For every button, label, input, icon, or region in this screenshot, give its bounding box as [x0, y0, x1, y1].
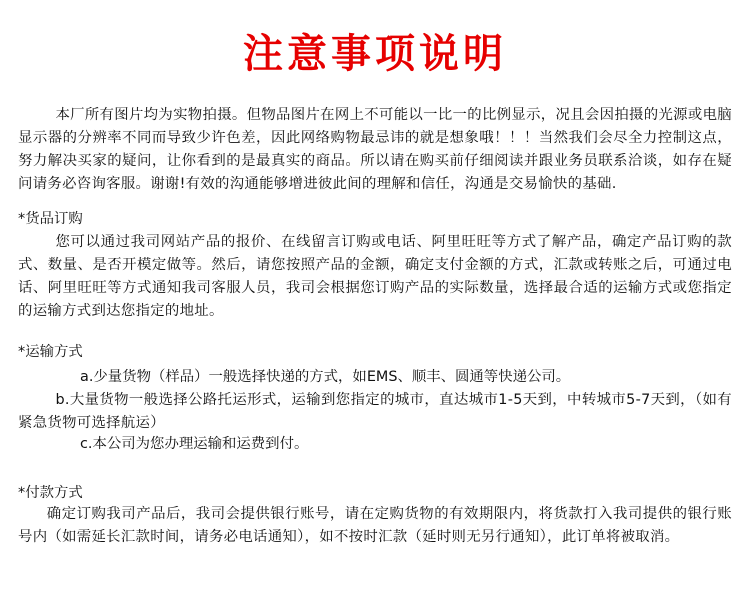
shipping-heading: *运输方式: [18, 344, 83, 360]
payment-heading: *付款方式: [18, 485, 83, 501]
intro-paragraph: 本厂所有图片均为实物拍摄。但物品图片在网上不可能以一比一的比例显示，况且会因拍摄的光源或电脑显示器的分辨率不同而导致少许色差，因此网络购物最忌讳的就是想象哦！！！当然我们会尽全力控制这点，努力解决买家的疑问，让你看到的是最真实的商品。所以请在购买前仔细阅读并跟业务员联系洽谈，如存在疑问请务必咨询客服。谢谢!有效的沟通能够增进彼此间的理解和信任，沟通是交易愉快的基础.: [18, 107, 732, 192]
ordering-heading: *货品订购: [18, 211, 83, 227]
shipping-item-a: a.少量货物（样品）一般选择快递的方式，如EMS、顺丰、圆通等快递公司。: [80, 369, 571, 385]
shipping-item-c: c.本公司为您办理运输和运费到付。: [80, 436, 309, 452]
shipping-item-b: b.大量货物一般选择公路托运形式，运输到您指定的城市，直达城市1-5天到，中转城市5-7天到，（如有紧急货物可选择航运）: [18, 392, 732, 431]
page-title: 注意事项说明: [243, 30, 507, 77]
ordering-paragraph: 您可以通过我司网站产品的报价、在线留言订购或电话、阿里旺旺等方式了解产品，确定产品订购的款式、数量、是否开模定做等。然后，请您按照产品的金额，确定支付金额的方式，汇款或转账之后，可通过电话、阿里旺旺等方式通知我司客服人员，我司会根据您订购产品的实际数量，选择最合适的运输方式或您指定的运输方式到达您指定的地址。: [18, 234, 732, 319]
payment-paragraph: 确定订购我司产品后，我司会提供银行账号，请在定购货物的有效期限内，将货款打入我司提供的银行账号内（如需延长汇款时间，请务必电话通知），如不按时汇款（延时则无另行通知），此订单将被取消。: [18, 506, 732, 545]
